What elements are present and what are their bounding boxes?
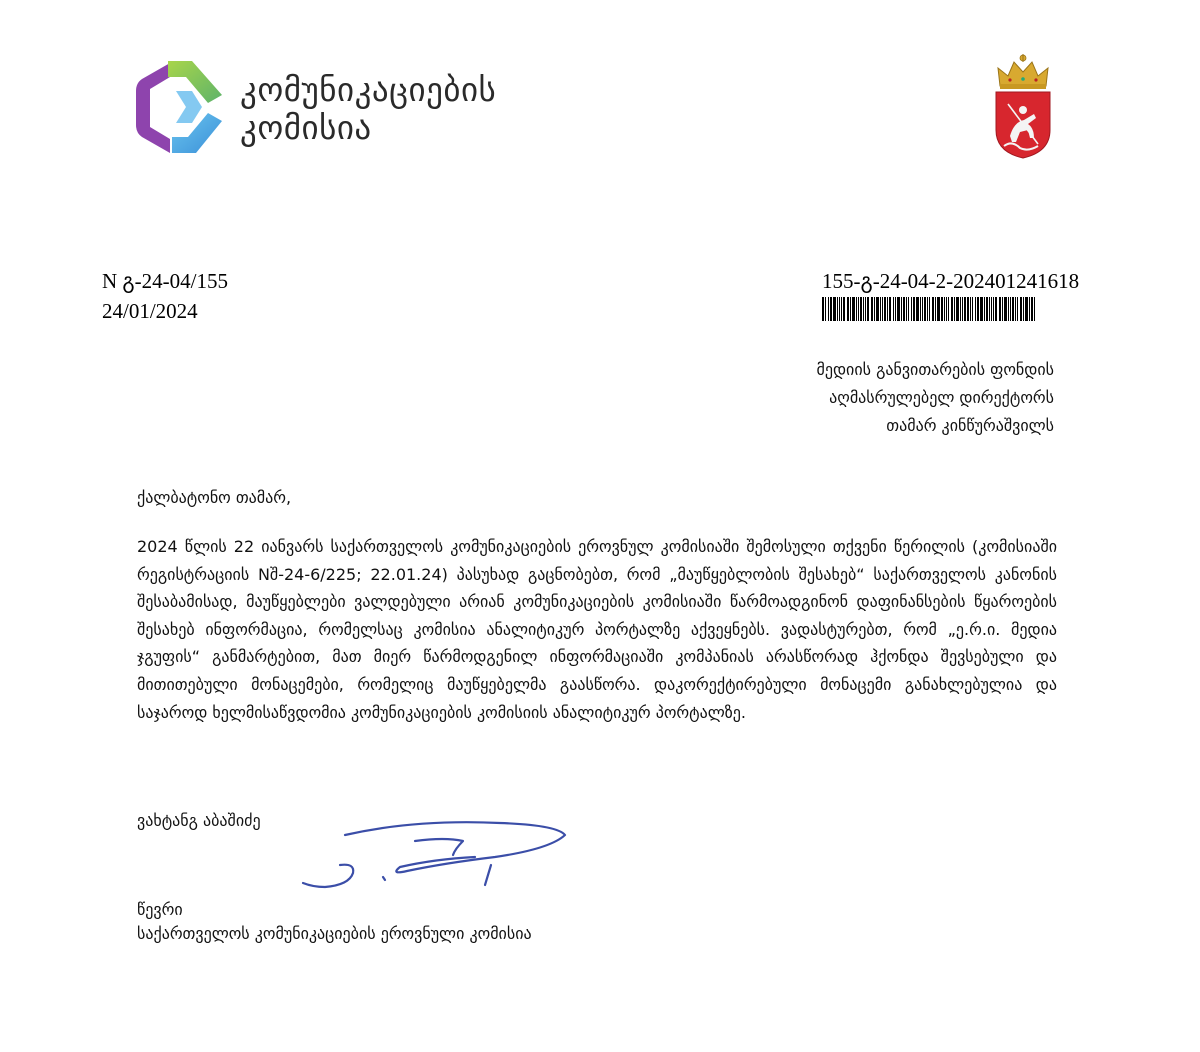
barcode-bar [1034, 297, 1035, 321]
barcode-bar [1004, 297, 1007, 321]
handwritten-signature [295, 815, 595, 900]
coat-of-arms-icon [990, 52, 1056, 162]
barcode-bar [922, 297, 923, 321]
barcode-bar [977, 297, 979, 321]
barcode-bar [970, 297, 971, 321]
barcode-bar [946, 297, 947, 321]
barcode-bar [903, 297, 905, 321]
barcode-bar [860, 297, 862, 321]
barcode-bar [1029, 297, 1030, 321]
barcode-bar [887, 297, 888, 321]
barcode-bar [911, 297, 912, 321]
barcode-bar [847, 297, 849, 321]
barcode-bar [871, 297, 873, 321]
barcode-bar [1031, 297, 1033, 321]
barcode-bar [1015, 297, 1016, 321]
barcode-bar [975, 297, 976, 321]
barcode-bar [948, 297, 949, 321]
commission-logo-icon [128, 55, 228, 160]
barcode-bar [893, 297, 894, 321]
recipient-line-3: თამარ კინწურაშვილს [886, 416, 1054, 435]
barcode-bar [837, 297, 838, 321]
logo-text-line2: კომისია [240, 108, 372, 147]
barcode-bar [937, 297, 940, 321]
barcode-bar [858, 297, 859, 321]
registration-barcode [822, 297, 1056, 321]
barcode-bar [908, 297, 909, 321]
barcode-bar [995, 297, 997, 321]
barcode-bar [822, 297, 824, 321]
barcode-bar [1023, 297, 1024, 321]
salutation: ქალბატონო თამარ, [137, 488, 292, 507]
recipient-line-2: აღმასრულებელ დირექტორს [829, 388, 1054, 407]
barcode-bar [876, 297, 879, 321]
barcode-bar [935, 297, 936, 321]
barcode-bar [1017, 297, 1018, 321]
barcode-bar [967, 297, 969, 321]
barcode-bar [1002, 297, 1003, 321]
barcode-bar [1010, 297, 1011, 321]
barcode-bar [1008, 297, 1009, 321]
barcode-bar [951, 297, 953, 321]
barcode-bar [993, 297, 994, 321]
barcode-bar [956, 297, 959, 321]
barcode-bar [906, 297, 907, 321]
barcode-bar [986, 297, 988, 321]
barcode-bar [999, 297, 1001, 321]
barcode-bar [913, 297, 915, 321]
barcode-bar [895, 297, 896, 321]
barcode-bar [830, 297, 832, 321]
barcode-bar [843, 297, 845, 321]
barcode-bar [852, 297, 855, 321]
barcode-bar [927, 297, 928, 321]
barcode-bar [944, 297, 945, 321]
barcode-bar [972, 297, 973, 321]
barcode-bar [920, 297, 921, 321]
barcode-bar [856, 297, 857, 321]
barcode-bar [1012, 297, 1014, 321]
barcode-bar [901, 297, 902, 321]
barcode-bar [884, 297, 886, 321]
barcode-bar [916, 297, 919, 321]
barcode-bar [932, 297, 934, 321]
barcode-bar [841, 297, 842, 321]
recipient-line-1: მედიის განვითარების ფონდის [816, 360, 1054, 379]
barcode-bar [984, 297, 985, 321]
registration-code: 155-გ-24-04-2-202401241618 [822, 269, 1080, 293]
barcode-bar [962, 297, 963, 321]
barcode-bar [882, 297, 883, 321]
barcode-bar [960, 297, 961, 321]
barcode-bar [825, 297, 826, 321]
signer-name: ვახტანგ აბაშიძე [137, 811, 261, 830]
barcode-bar [964, 297, 966, 321]
signer-organization: საქართველოს კომუნიკაციების ეროვნული კომისია [137, 924, 532, 943]
document-date: 24/01/2024 [102, 299, 198, 323]
barcode-bar [980, 297, 983, 321]
logo-text-line1: კომუნიკაციების [240, 70, 497, 109]
barcode-bar [828, 297, 829, 321]
barcode-bar [929, 297, 930, 321]
barcode-bar [1025, 297, 1028, 321]
barcode-bar [941, 297, 943, 321]
barcode-bar [874, 297, 875, 321]
letter-body: 2024 წლის 22 იანვარს საქართველოს კომუნიკაციების ეროვნულ კომისიაში შემოსული თქვენი წერილის (კომისიაში რეგისტრაციის Nშ-24-6/225; 22.01.24) პასუხად გაცნობებთ, რომ „მაუწყებლობის შესახებ“ საქართველოს კანონის შესაბამისად, მაუწყებლები ვალდებული არიან კომუნიკაციების კომისიაში წარმოადგინონ დაფინანსების წყაროების შესახებ ინფორმაცია, რომელსაც კომისია ანალიტიკურ პორტალზე აქვეყნებს. ვადასტურებთ, რომ „ე.რ.ი. მედია ჯგუფის“ განმარტებით, მათ მიერ წარმოდგენილ ინფორმაციაში კომპანიას არასწორად ჰქონდა შევსებული და მითითებული მონაცემები, რომელიც მაუწყებელმა გაასწორა. დაკორექტირებული მონაცემი განახლებულია და საჯაროდ ხელმისაწვდომია კომუნიკაციების კომისიის ანალიტიკურ პორტალზე. [137, 537, 1057, 722]
barcode-bar [863, 297, 864, 321]
barcode-bar [839, 297, 840, 321]
barcode-bar [850, 297, 851, 321]
barcode-bar [867, 297, 869, 321]
document-number: N გ-24-04/155 [102, 269, 228, 293]
signer-role: წევრი [137, 900, 183, 919]
barcode-bar [924, 297, 926, 321]
barcode-bar [897, 297, 900, 321]
barcode-bar [989, 297, 990, 321]
barcode-bar [889, 297, 891, 321]
barcode-bar [991, 297, 992, 321]
barcode-bar [833, 297, 836, 321]
barcode-bar [865, 297, 866, 321]
barcode-bar [880, 297, 881, 321]
barcode-bar [954, 297, 955, 321]
barcode-bar [1020, 297, 1022, 321]
